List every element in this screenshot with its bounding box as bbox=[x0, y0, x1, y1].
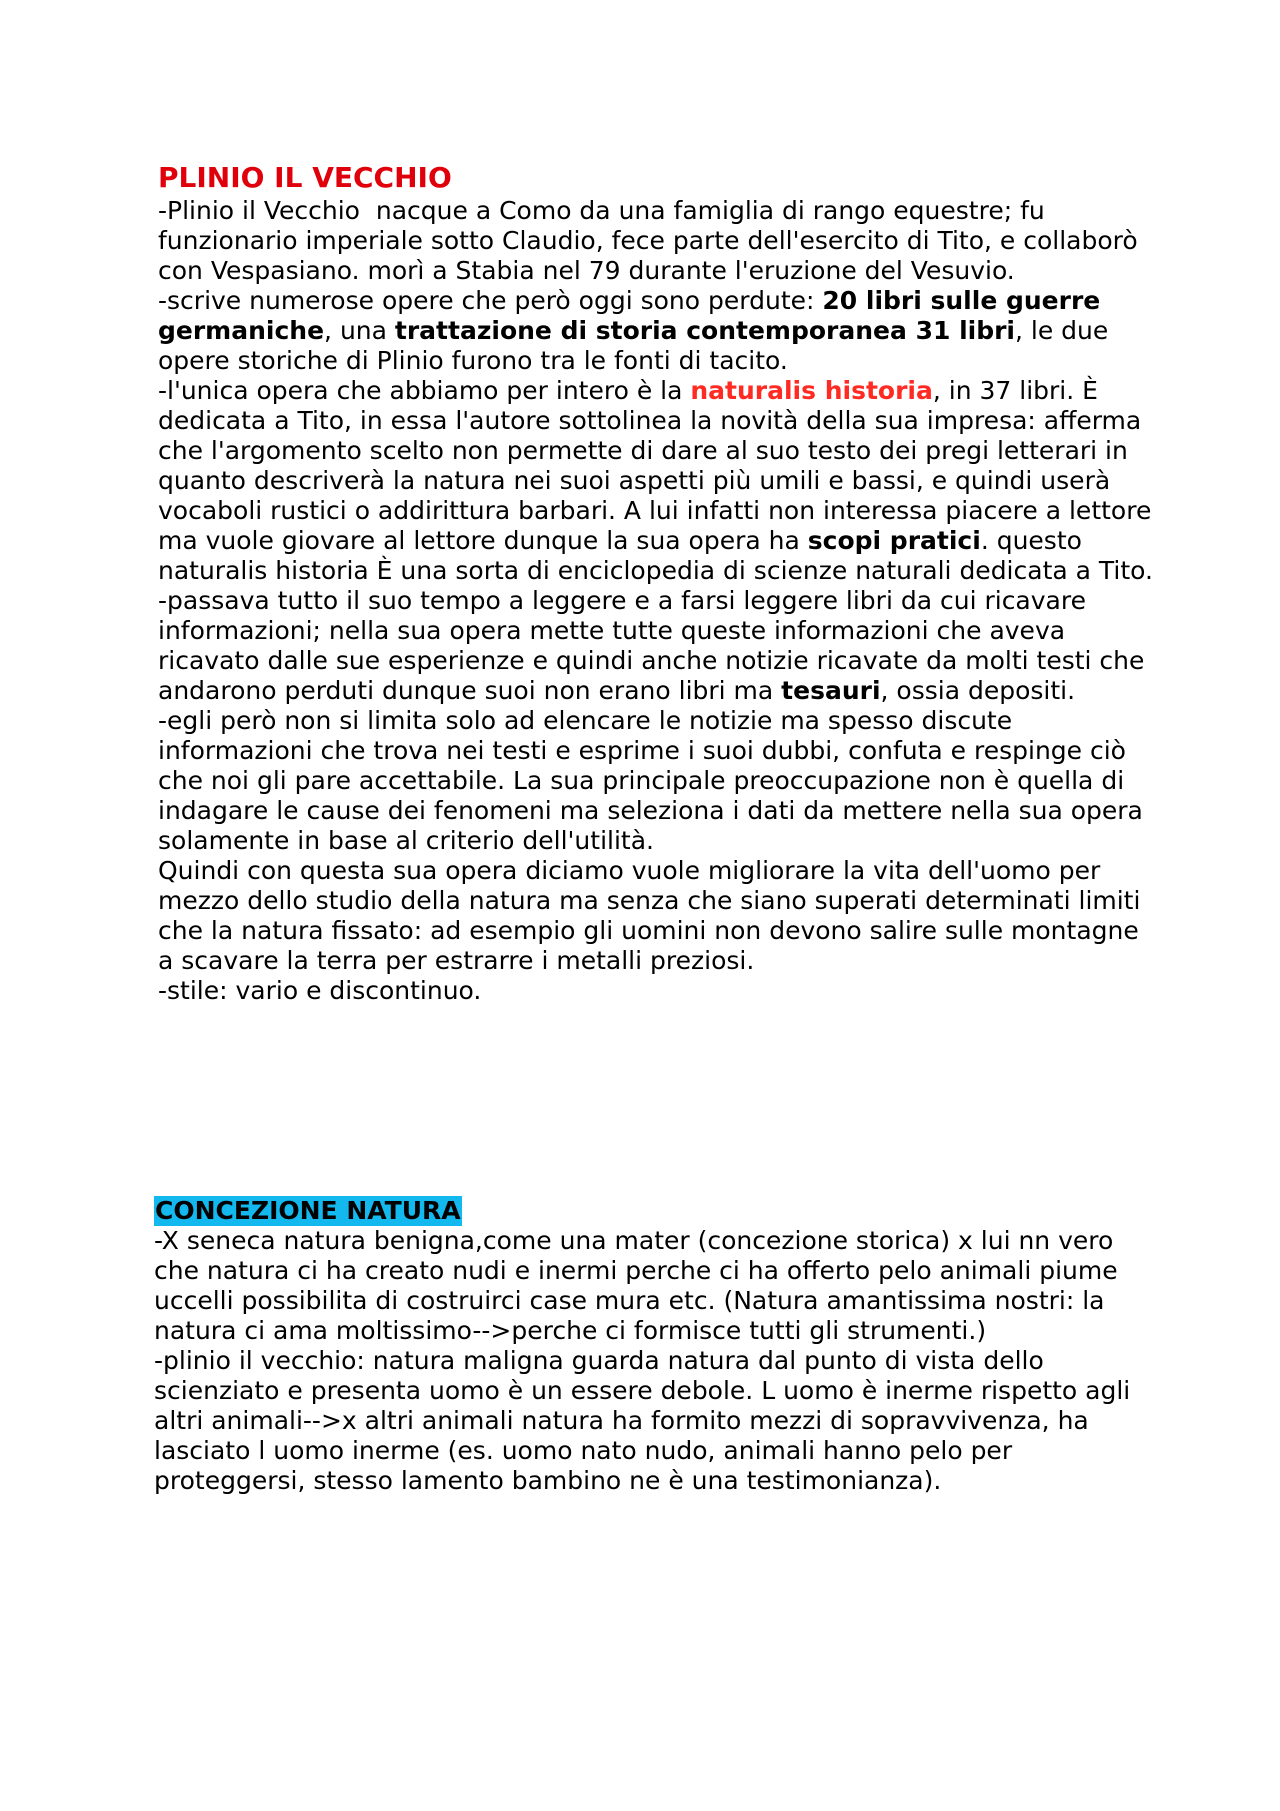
section-heading-concezione-natura: CONCEZIONE NATURA bbox=[155, 1196, 461, 1225]
text-segment: , una bbox=[324, 316, 395, 345]
page-title: PLINIO IL VECCHIO bbox=[158, 161, 452, 194]
bold-text-german-wars: 20 libri sulle guerre germaniche bbox=[158, 286, 1109, 345]
bold-text-contemporary-history: trattazione di storia contemporanea 31 libri bbox=[394, 316, 1015, 345]
text-segment: , ossia depositi. bbox=[880, 676, 1076, 705]
paragraph-plinio-natura: -plinio il vecchio: natura maligna guarda natura dal punto di vista dello scienziato e presenta uomo è un essere debole. L uomo è inerme rispetto agli altri animali-->x altri animali natura ha formito mezzi di sopravvivenza, ha lasciato l uomo inerme (es. uomo nato nudo, animali hanno pelo per proteggersi, stesso lamento bambino ne è una testimonianza). bbox=[154, 1346, 1139, 1495]
paragraph-seneca: -X seneca natura benigna,come una mater (concezione storica) x lui nn vero che natura ci ha creato nudi e inermi perche ci ha offerto pelo animali piume uccelli possibilita di costruirci case mura etc. (Natura amantissima nostri: la natura ci ama moltissimo-->perche ci formisce tutti gli strumenti.) bbox=[154, 1226, 1126, 1345]
paragraph-critical-method: -egli però non si limita solo ad elencare le notizie ma spesso discute informazioni che trova nei testi e esprime i suoi dubbi, confuta e respinge ciò che noi gli pare accettabile. La sua principale preoccupazione non è quella di indagare le cause dei fenomeni ma seleziona i dati da mettere nella sua opera solamente in base al criterio dell'utilità. bbox=[158, 706, 1151, 855]
text-segment: , in 37 libri. È dedicata a Tito, in essa l'autore sottolinea la novità della sua impresa: afferma che l'argomento scelto non permette di dare al suo testo dei pregi letterari in quanto descriverà la natura nei suoi aspetti più umili e bassi, e quindi userà vocaboli rustici o addirittura barbari. A lui infatti non interessa piacere a lettore ma vuole giovare al lettore dunque la sua opera ha bbox=[158, 376, 1160, 555]
bold-text-tesauri: tesauri bbox=[781, 676, 881, 705]
text-segment: -passava tutto il suo tempo a leggere e a farsi leggere libri da cui ricavare informazioni; nella sua opera mette tutte queste informazioni che aveva ricavato dalle sue esperienze e quindi anche notizie ricavate da molti testi che andarono perduti dunque suoi non erano libri ma bbox=[158, 586, 1153, 705]
text-segment: -l'unica opera che abbiamo per intero è la bbox=[158, 376, 691, 405]
paragraph-naturalis-historia bbox=[158, 376, 1158, 586]
section-concezione-natura bbox=[154, 1196, 1164, 1496]
paragraph-lost-works bbox=[158, 286, 1158, 376]
paragraph-biography: -Plinio il Vecchio nacque a Como da una famiglia di rango equestre; fu funzionario imperiale sotto Claudio, fece parte dell'esercito di Tito, e collaborò con Vespasiano. morì a Stabia nel 79 durante l'eruzione del Vesuvio. bbox=[158, 196, 1146, 285]
section-plinio bbox=[158, 160, 1158, 1006]
text-segment: . questo naturalis historia È una sorta di enciclopedia di scienze naturali dedicata a Tito. bbox=[158, 526, 1153, 585]
text-segment: -scrive numerose opere che però oggi sono perdute: bbox=[158, 286, 823, 315]
paragraph-reading-habits bbox=[158, 586, 1158, 706]
paragraph-purpose: Quindi con questa sua opera diciamo vuole migliorare la vita dell'uomo per mezzo dello studio della natura ma senza che siano superati determinati limiti che la natura fissato: ad esempio gli uomini non devono salire sulle montagne a scavare la terra per estrarre i metalli preziosi. bbox=[158, 856, 1149, 975]
text-segment: , le due opere storiche di Plinio furono tra le fonti di tacito. bbox=[158, 316, 1117, 375]
highlight-naturalis-historia: naturalis historia bbox=[690, 376, 933, 405]
bold-text-scopi-pratici: scopi pratici bbox=[807, 526, 981, 555]
paragraph-style: -stile: vario e discontinuo. bbox=[158, 976, 482, 1005]
